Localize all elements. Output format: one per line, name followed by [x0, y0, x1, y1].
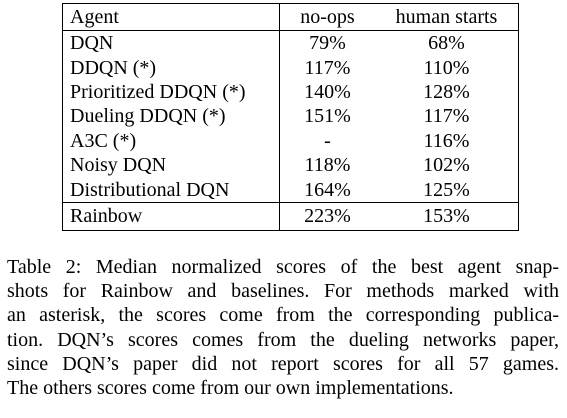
caption-line: since DQN’s paper did not report scores for all 57 games.: [7, 352, 559, 375]
caption-line: shots for Rainbow and baselines. For methods marked with: [7, 280, 559, 303]
human-starts-cell: 110%: [423, 56, 470, 79]
rainbow-row: [63, 202, 519, 230]
agent-cell: Noisy DQN: [63, 153, 280, 177]
table-row: [63, 153, 519, 177]
no-ops-cell: 118%: [304, 154, 351, 177]
table-row: [63, 104, 519, 128]
human-starts-cell: 68%: [428, 32, 465, 55]
results-table-container: [62, 3, 519, 231]
no-ops-cell: 79%: [309, 32, 346, 55]
agent-cell: Dueling DDQN (*): [63, 104, 280, 128]
header-no-ops: no-ops: [280, 4, 376, 31]
human-starts-cell: 125%: [423, 178, 470, 201]
human-starts-cell: 116%: [423, 129, 470, 152]
caption-line: Table 2: Median normalized scores of the best agent snap-: [7, 256, 559, 278]
human-starts-cell: 128%: [423, 80, 470, 103]
no-ops-cell: -: [324, 129, 331, 152]
human-starts-cell: 153%: [375, 202, 519, 230]
agent-cell: Distributional DQN: [63, 177, 280, 202]
agent-cell: Rainbow: [63, 202, 280, 230]
table-row: [63, 129, 519, 153]
caption-line: an asterisk, the scores come from the corresponding publica-: [7, 304, 559, 327]
header-human-starts: human starts: [375, 4, 519, 31]
table-caption: [7, 255, 559, 400]
agent-cell: Prioritized DDQN (*): [63, 80, 280, 104]
agent-cell: A3C (*): [63, 129, 280, 153]
no-ops-cell: 151%: [304, 105, 351, 128]
caption-line: tion. DQN’s scores comes from the dueling networks paper,: [7, 328, 559, 351]
no-ops-cell: 117%: [304, 56, 351, 79]
agent-cell: DQN: [63, 31, 280, 56]
header-agent: Agent: [63, 4, 280, 31]
human-starts-cell: 117%: [423, 105, 470, 128]
agent-cell: DDQN (*): [63, 55, 280, 79]
median-scores-table: [62, 3, 519, 231]
no-ops-cell: 164%: [304, 178, 351, 201]
table-row: [63, 31, 519, 56]
no-ops-cell: 223%: [280, 202, 376, 230]
no-ops-cell: 140%: [304, 80, 351, 103]
table-header-row: [63, 4, 519, 31]
table-row: [63, 55, 519, 79]
table-row: [63, 80, 519, 104]
caption-line: The others scores come from our own implementations.: [7, 377, 454, 400]
table-row: [63, 177, 519, 202]
human-starts-cell: 102%: [423, 154, 470, 177]
